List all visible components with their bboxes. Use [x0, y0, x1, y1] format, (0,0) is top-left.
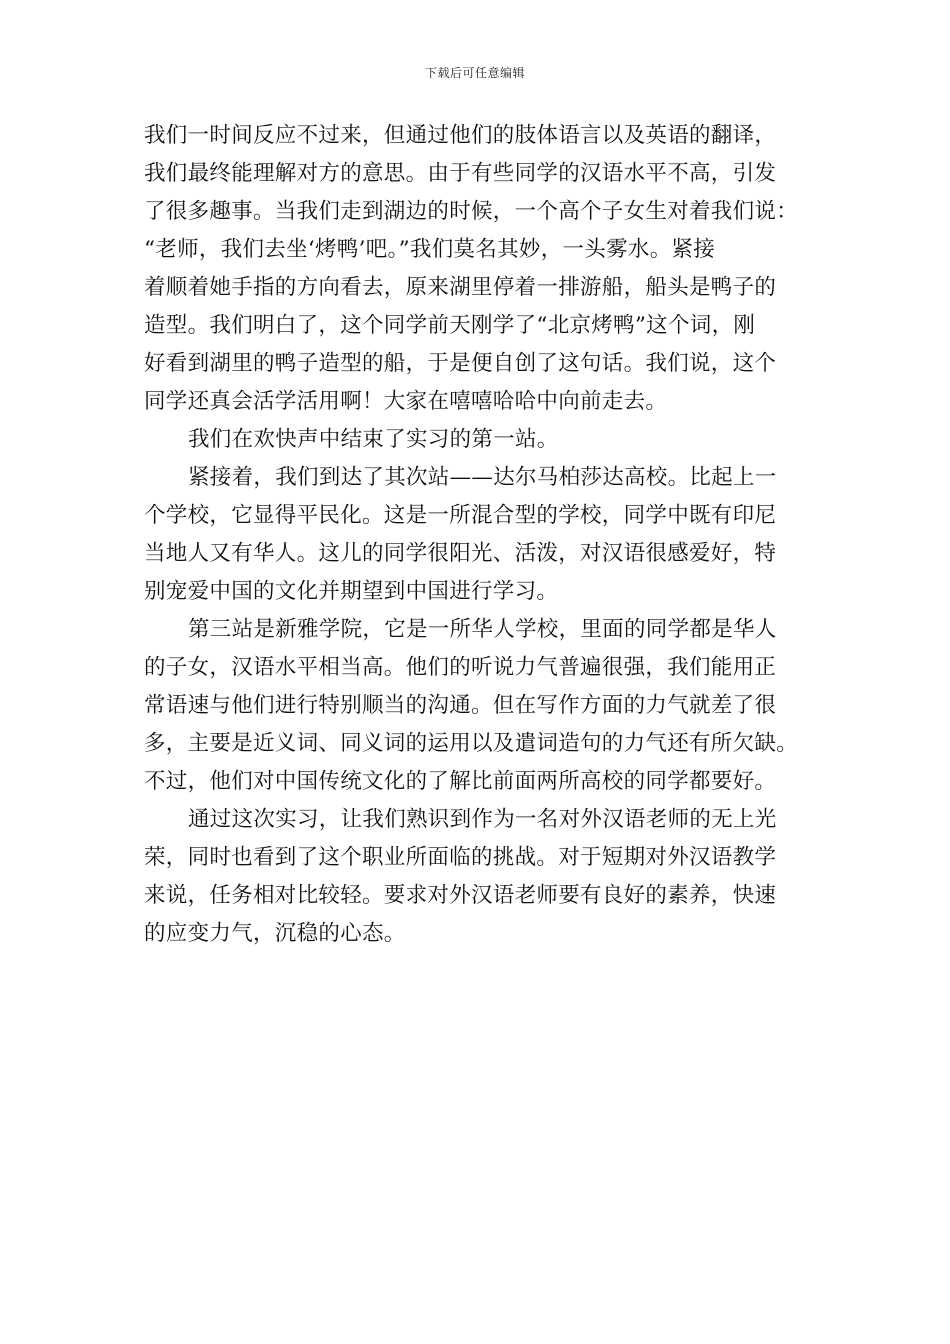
text-line: 我们在欢快声中结束了实习的第一站。 — [188, 427, 559, 452]
text-line: 不过，他们对中国传统文化的了解比前面两所高校的同学都要好。 — [144, 769, 777, 794]
text-line: 通过这次实习，让我们熟识到作为一名对外汉语老师的无上光 — [188, 807, 777, 832]
text-line: 我们一时间反应不过来，但通过他们的肢体语言以及英语的翻译， — [144, 123, 777, 148]
text-line: 当地人又有华人。这儿的同学很阳光、活泼，对汉语很感爱好，特 — [144, 541, 777, 566]
text-line: 荣，同时也看到了这个职业所面临的挑战。对于短期对外汉语教学 — [144, 845, 777, 870]
body-text — [144, 117, 824, 953]
text-line: 同学还真会活学活用啊！大家在嘻嘻哈哈中向前走去。 — [144, 389, 668, 414]
text-line: 紧接着，我们到达了其次站——达尔马柏莎达高校。比起上一 — [188, 465, 777, 490]
text-line: 的子女，汉语水平相当高。他们的听说力气普遍很强，我们能用正 — [144, 655, 777, 680]
text-line: 的应变力气，沉稳的心态。 — [144, 921, 406, 946]
text-line: 好看到湖里的鸭子造型的船，于是便自创了这句话。我们说，这个 — [144, 351, 777, 376]
text-line: 我们最终能理解对方的意思。由于有些同学的汉语水平不高，引发 — [144, 161, 777, 186]
text-line: 造型。我们明白了，这个同学前天刚学了“北京烤鸭”这个词，刚 — [144, 313, 756, 338]
text-line: 着顺着她手指的方向看去，原来湖里停着一排游船，船头是鸭子的 — [144, 275, 777, 300]
text-line: 第三站是新雅学院，它是一所华人学校，里面的同学都是华人 — [188, 617, 777, 642]
text-line: 别宠爱中国的文化并期望到中国进行学习。 — [144, 579, 559, 604]
text-line: 了很多趣事。当我们走到湖边的时候，一个高个子女生对着我们说： — [144, 199, 799, 224]
text-line: 来说，任务相对比较轻。要求对外汉语老师要有良好的素养，快速 — [144, 883, 777, 908]
text-line: 多，主要是近义词、同义词的运用以及遣词造句的力气还有所欠缺。 — [144, 731, 799, 756]
page-header: 下载后可任意编辑 — [424, 66, 525, 80]
text-line: 个学校，它显得平民化。这是一所混合型的学校，同学中既有印尼 — [144, 503, 777, 528]
text-line: “老师，我们去坐‘烤鸭’吧。”我们莫名其妙，一头雾水。紧接 — [144, 237, 716, 262]
text-line: 常语速与他们进行特别顺当的沟通。但在写作方面的力气就差了很 — [144, 693, 777, 718]
